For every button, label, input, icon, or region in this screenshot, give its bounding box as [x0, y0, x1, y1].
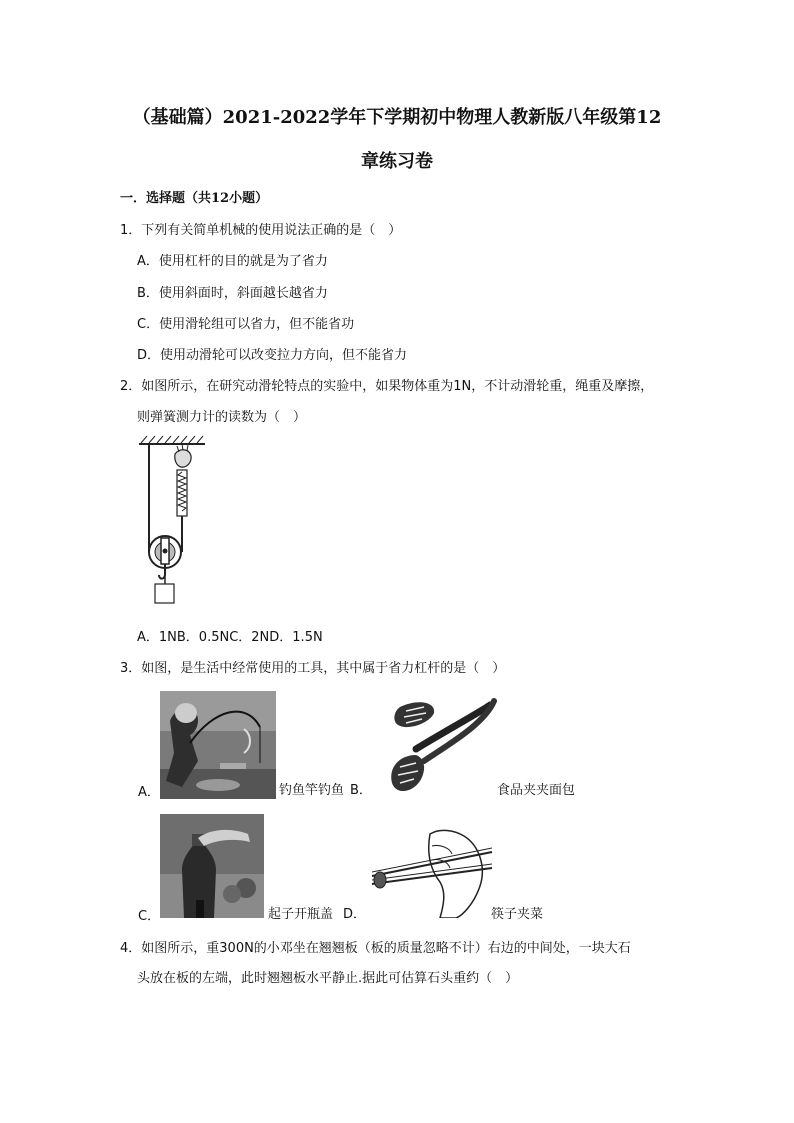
q4-stem-line1: 4．如图所示，重300N的小邓坐在翘翘板（板的质量忽略不计）右边的中间处，一块大石	[120, 941, 631, 956]
q1-stem: 1．下列有关简单机械的使用说法正确的是（ ）	[120, 223, 402, 238]
spring-scale	[177, 470, 187, 516]
fishing-rod-photo	[160, 691, 276, 799]
q2-options: A．1NB．0.5NC．2ND．1.5N	[137, 630, 323, 645]
q3-stem: 3．如图，是生活中经常使用的工具，其中属于省力杠杆的是（ ）	[120, 661, 506, 676]
q3-option-a-label: A．	[138, 785, 160, 800]
weight-block	[155, 584, 174, 603]
q3-option-b-caption: 食品夹夹面包	[497, 783, 576, 798]
chopsticks-image	[370, 824, 494, 918]
q3-option-b-label: B．	[350, 783, 372, 798]
q1-option-c: C．使用滑轮组可以省力，但不能省功	[137, 317, 355, 332]
document-title-line2: 章练习卷	[361, 151, 433, 172]
q1-option-d: D．使用动滑轮可以改变拉力方向，但不能省力	[137, 348, 408, 363]
pulley-diagram	[135, 434, 215, 609]
q1-option-b: B．使用斜面时，斜面越长越省力	[137, 286, 328, 301]
q3-option-c-label: C．	[138, 909, 161, 924]
document-title-line1: （基础篇）2021-2022学年下学期初中物理人教新版八年级第12	[132, 107, 662, 128]
section-heading: 一．选择题（共12小题）	[120, 191, 269, 206]
q2-stem-line1: 2．如图所示，在研究动滑轮特点的实验中，如果物体重为1N，不计动滑轮重，绳重及摩擦，	[120, 379, 654, 394]
q3-option-d-caption: 筷子夹菜	[491, 907, 544, 922]
bottle-opener-photo	[160, 814, 264, 918]
q1-option-a: A．使用杠杆的目的就是为了省力	[137, 254, 328, 269]
hand-icon	[175, 444, 191, 467]
ceiling-support	[139, 436, 205, 444]
q3-option-a-caption: 钓鱼竿钓鱼	[279, 783, 345, 798]
q4-stem-line2: 头放在板的左端，此时翘翘板水平静止.据此可估算石头重约（ ）	[137, 971, 519, 986]
q3-option-d-label: D．	[343, 907, 367, 922]
q3-option-c-caption: 起子开瓶盖	[268, 907, 334, 922]
movable-pulley	[149, 536, 181, 568]
food-tongs-image	[372, 691, 502, 799]
q2-stem-line2: 则弹簧测力计的读数为（ ）	[137, 410, 307, 425]
